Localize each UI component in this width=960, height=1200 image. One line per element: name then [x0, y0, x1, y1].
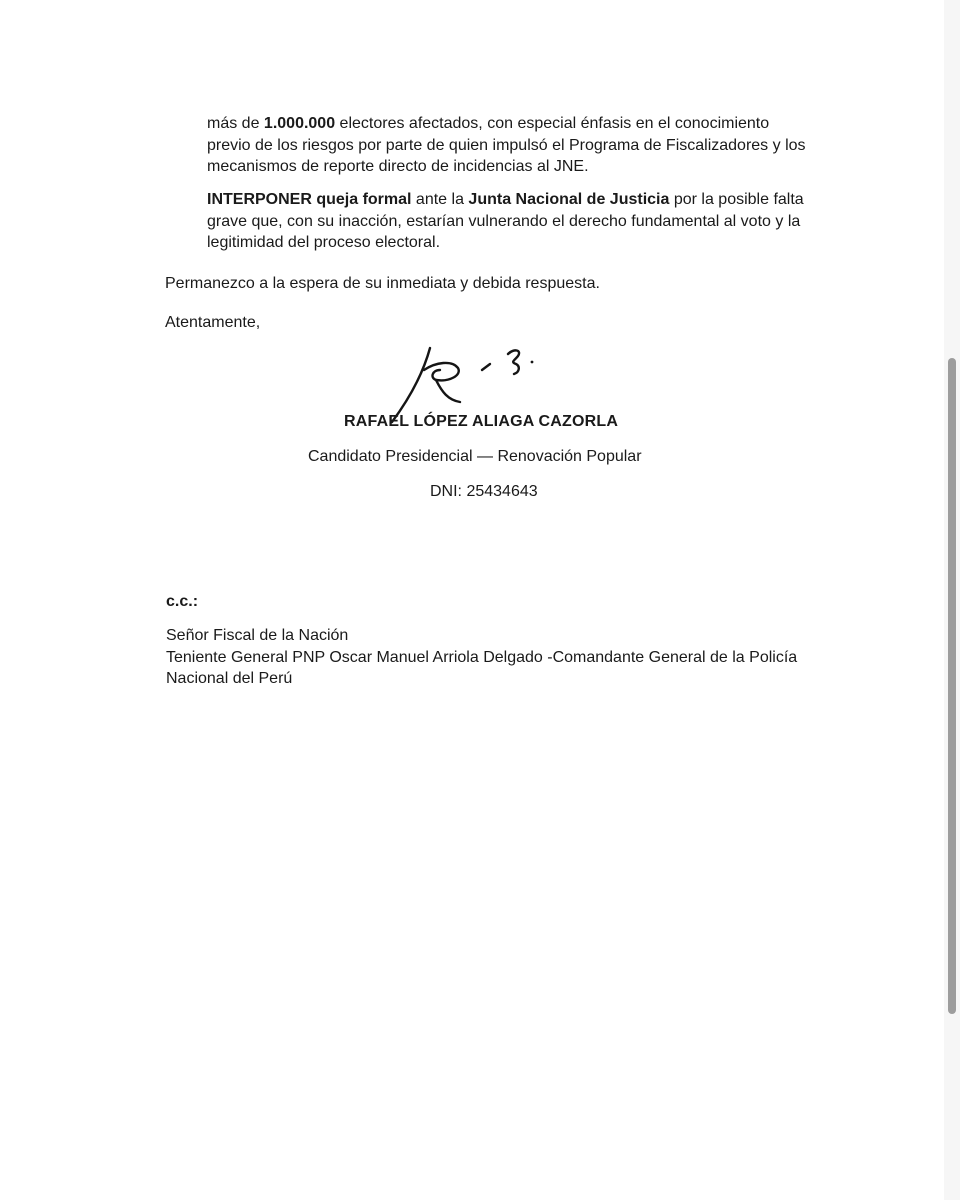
cc-recipient-list: [166, 625, 826, 690]
closing-line: Permanezco a la espera de su inmediata y debida respuesta.: [165, 275, 600, 292]
paragraph-text: más de: [207, 115, 264, 132]
paragraph-affected-voters: [207, 113, 817, 178]
justice-board-name: Junta Nacional de Justicia: [468, 191, 670, 208]
signatory-role: Candidato Presidencial — Renovación Popular: [308, 448, 642, 465]
salutation: Atentamente,: [165, 314, 261, 331]
cc-recipient: Señor Fiscal de la Nación: [166, 627, 349, 644]
cc-recipient: Teniente General PNP Oscar Manuel Arriola Delgado -Comandante General de la Policía Nacional del Perú: [166, 648, 798, 687]
signatory-dni: DNI: 25434643: [430, 483, 538, 500]
complaint-action: INTERPONER queja formal: [207, 191, 412, 208]
signatory-name: RAFAEL LÓPEZ ALIAGA CAZORLA: [344, 413, 619, 430]
scrollbar-thumb[interactable]: [948, 358, 956, 1014]
paragraph-formal-complaint: [207, 189, 817, 254]
paragraph-text: por la posible falta grave que, con su inacción, estarían vulnerando el derecho fundamental al voto y la legitimidad del proceso electoral.: [207, 191, 804, 251]
paragraph-text: ante la: [411, 191, 469, 208]
cc-label: c.c.:: [166, 593, 199, 610]
vertical-scrollbar[interactable]: [944, 0, 960, 1200]
paragraph-text: electores afectados, con especial énfasis en el conocimiento previo de los riesgos por parte de quien impulsó el Programa de Fiscalizadores y los mecanismos de reporte directo de incidencias al JNE.: [207, 115, 806, 175]
voter-count: 1.000.000: [263, 115, 336, 132]
